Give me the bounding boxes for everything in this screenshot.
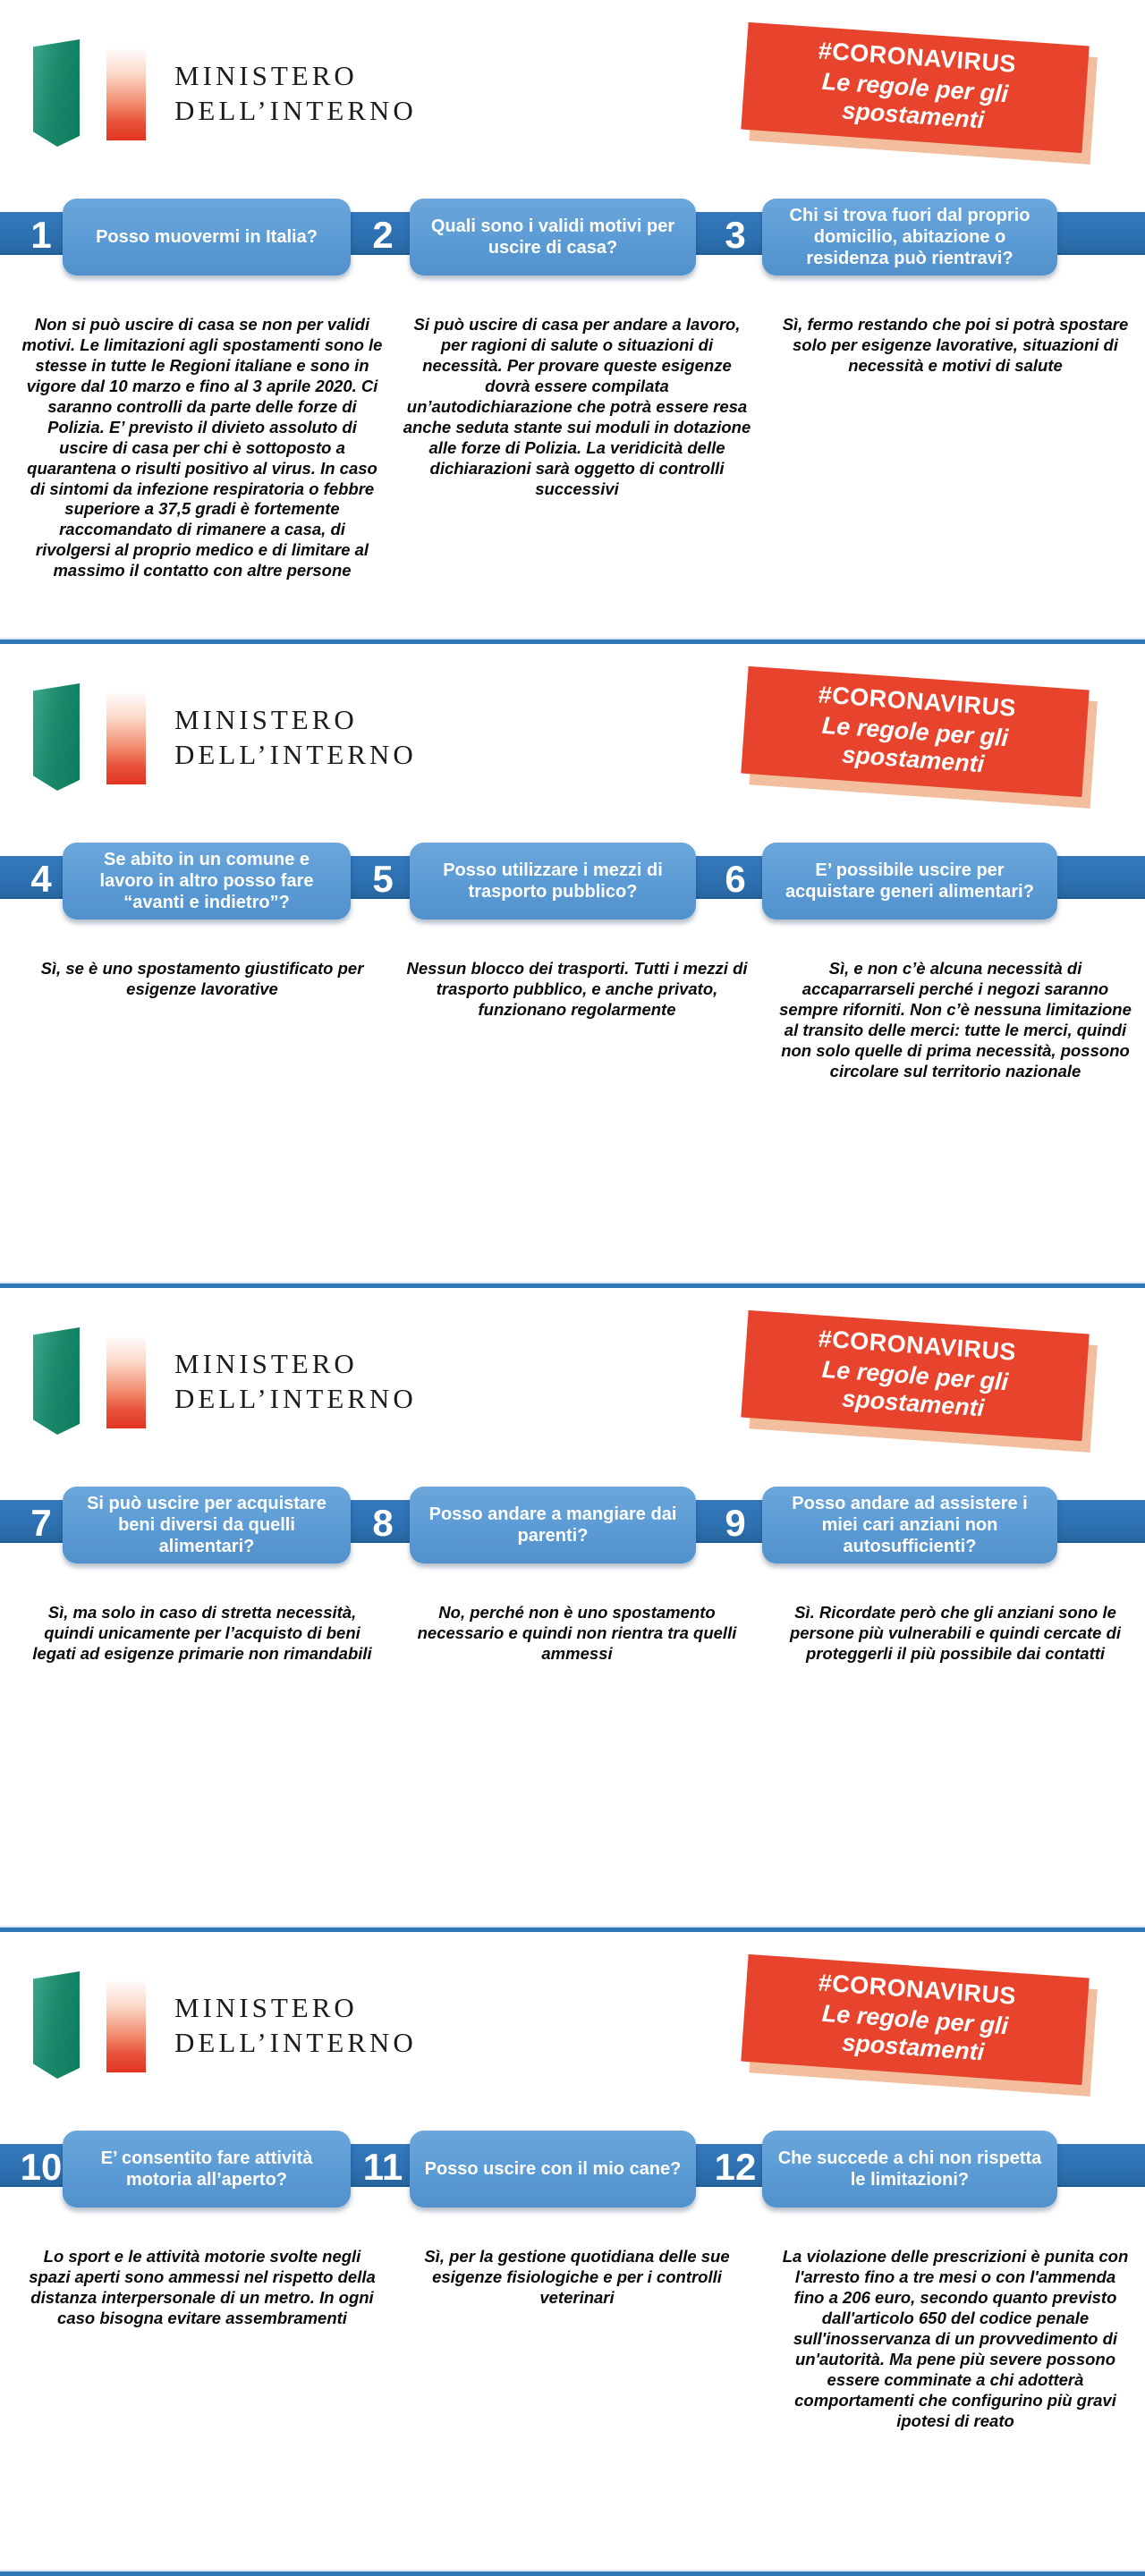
question-box: Quali sono i validi motivi per uscire di casa? [410, 199, 696, 275]
logo-wordmark [174, 1991, 417, 2079]
logo-flag-green-icon [33, 1327, 80, 1435]
question-box: Posso andare a mangiare dai parenti? [410, 1487, 696, 1563]
logo-line1: MINISTERO [174, 1992, 358, 2023]
logo-line1: MINISTERO [174, 60, 358, 91]
answer-text: Sì, e non c’è alcuna necessità di accaparrarseli perché i negozi saranno sempre riforniti. Non c’è nessuna limitazione al transito delle merci: tutte le merci, quindi non solo quelle di prima necessità, possono circolare sul territorio nazionale [779, 959, 1132, 1080]
answer-text: Sì. Ricordate però che gli anziani sono le persone più vulnerabili e quindi cercate di proteggerli il più possibile dai contatti [789, 1603, 1122, 1663]
question-number: 3 [725, 214, 746, 256]
answer-text: Sì, ma solo in caso di stretta necessità, quindi unicamente per l’acquisto di beni legati ad esigenze primarie non rimandabili [32, 1603, 372, 1663]
answer-text: Non si può uscire di casa se non per validi motivi. Le limitazioni agli spostamenti sono le stesse in tutte le Regioni italiane e sono in vigore dal 10 marzo e fino al 3 aprile 2020. Ci saranno controlli da parte delle forze di Polizia. E’ previsto il divieto assoluto di uscire di casa per chi è sottoposto a quarantena o risulti positivo al virus. In caso di sintomi da infezione respiratoria o febbre superiore a 37,5 gradi è fortemente raccomandato di rimanere a casa, di rivolgersi al proprio medico e di limitare al massimo il contatto con altre persone [21, 315, 383, 580]
logo-flag-red-icon [106, 1979, 146, 2072]
question-number: 9 [725, 1502, 746, 1544]
slide-3 [0, 1288, 1145, 1932]
ministero-logo [33, 39, 417, 147]
banner-tagline: Le regole per gli spostamenti [820, 711, 1010, 778]
question-number: 2 [372, 214, 394, 256]
question-box: Posso andare ad assistere i miei cari anziani non autosufficienti? [762, 1487, 1057, 1563]
logo-flag-red-icon [106, 1335, 146, 1428]
logo-flag-green-icon [33, 1971, 80, 2079]
slide-2 [0, 644, 1145, 1288]
banner-tagline: Le regole per gli spostamenti [820, 1999, 1010, 2066]
question-box: E’ consentito fare attività motoria all’aperto? [63, 2131, 351, 2207]
answer-text: Si può uscire di casa per andare a lavoro, per ragioni di salute o situazioni di necessità. Per provare queste esigenze dovrà essere compilata un’autodichiarazione che potrà essere resa anche seduta stante sui moduli in dotazione alle forze di Polizia. La veridicità delle dichiarazioni sarà oggetto di controlli successivi [403, 315, 751, 498]
answer-text: Nessun blocco dei trasporti. Tutti i mezzi di trasporto pubblico, e anche privato, funzionano regolarmente [406, 959, 748, 1019]
slide-4 [0, 1932, 1145, 2576]
answer-text: Sì, per la gestione quotidiana delle sue esigenze fisiologiche e per i controlli veterinari [424, 2247, 730, 2307]
coronavirus-banner [741, 22, 1089, 153]
banner-hashtag: #CORONAVIRUS [817, 37, 1017, 78]
banner-tagline: Le regole per gli spostamenti [820, 1355, 1010, 1422]
logo-wordmark [174, 703, 417, 791]
question-number: 10 [20, 2146, 63, 2188]
ministero-logo [33, 1971, 417, 2079]
logo-flag-red-icon [106, 691, 146, 784]
answer-text: La violazione delle prescrizioni è punita con l'arresto fino a tre mesi o con l'ammenda fino a 206 euro, secondo quanto previsto dall'articolo 650 del codice penale sull'inosservanza di un provvedimento di un'autorità. Ma pene più severe possono essere comminate a chi adotterà comportamenti che configurino più gravi ipotesi di reato [782, 2247, 1129, 2430]
logo-wordmark [174, 59, 417, 147]
question-box: Che succede a chi non rispetta le limitazioni? [762, 2131, 1057, 2207]
logo-wordmark [174, 1347, 417, 1435]
banner-hashtag: #CORONAVIRUS [817, 681, 1017, 722]
question-number: 7 [30, 1502, 52, 1544]
question-number: 6 [725, 858, 746, 900]
question-box: Posso utilizzare i mezzi di trasporto pubblico? [410, 843, 696, 919]
question-number: 12 [714, 2146, 757, 2188]
logo-line1: MINISTERO [174, 704, 358, 735]
coronavirus-banner [741, 1954, 1089, 2085]
banner-hashtag: #CORONAVIRUS [817, 1325, 1017, 1366]
ministero-logo [33, 683, 417, 791]
question-box: Si può uscire per acquistare beni diversi da quelli alimentari? [63, 1487, 351, 1563]
question-number: 1 [30, 214, 52, 256]
banner-hashtag: #CORONAVIRUS [817, 1969, 1017, 2010]
logo-flag-red-icon [106, 47, 146, 140]
logo-flag-green-icon [33, 39, 80, 147]
question-box: Posso muovermi in Italia? [63, 199, 351, 275]
answer-text: Sì, se è uno spostamento giustificato per esigenze lavorative [40, 959, 364, 998]
banner-tagline: Le regole per gli spostamenti [820, 67, 1010, 134]
question-box: E’ possibile uscire per acquistare generi alimentari? [762, 843, 1057, 919]
question-number: 11 [362, 2146, 403, 2188]
logo-line1: MINISTERO [174, 1348, 358, 1379]
answer-text: Lo sport e le attività motorie svolte negli spazi aperti sono ammessi nel rispetto della distanza interpersonale di un metro. In ogni caso bisogna evitare assembramenti [29, 2247, 376, 2327]
logo-flag-green-icon [33, 683, 80, 791]
question-box: Se abito in un comune e lavoro in altro posso fare “avanti e indietro”? [63, 843, 351, 919]
logo-line2: DELL’INTERNO [174, 2026, 417, 2058]
slide-1 [0, 0, 1145, 644]
question-box: Chi si trova fuori dal proprio domicilio, abitazione o residenza può rientravi? [762, 199, 1057, 275]
coronavirus-banner [741, 666, 1089, 797]
question-number: 4 [30, 858, 52, 900]
question-box: Posso uscire con il mio cane? [410, 2131, 696, 2207]
answer-text: Sì, fermo restando che poi si potrà spostare solo per esigenze lavorative, situazioni di necessità e motivi di salute [782, 315, 1129, 375]
logo-line2: DELL’INTERNO [174, 94, 417, 126]
logo-line2: DELL’INTERNO [174, 1382, 417, 1414]
question-number: 8 [372, 1502, 394, 1544]
ministero-logo [33, 1327, 417, 1435]
coronavirus-banner [741, 1310, 1089, 1441]
logo-line2: DELL’INTERNO [174, 738, 417, 770]
answer-text: No, perché non è uno spostamento necessario e quindi non rientra tra quelli ammessi [417, 1603, 737, 1663]
question-number: 5 [372, 858, 394, 900]
